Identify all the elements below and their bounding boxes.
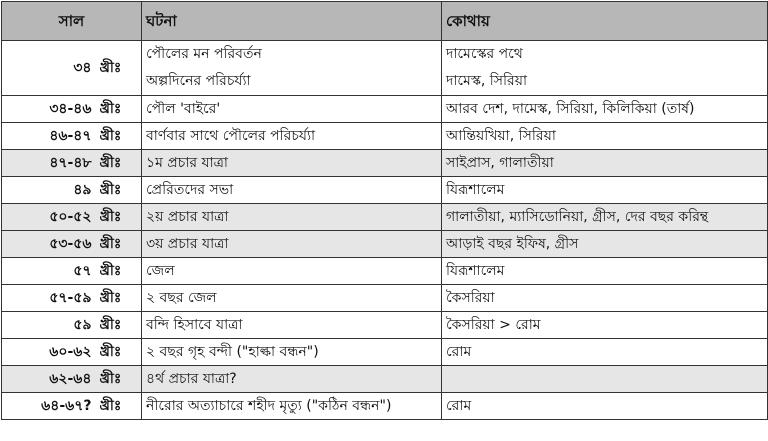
event-cell xyxy=(142,204,442,231)
event-text: ২ বছর জেল xyxy=(146,290,217,306)
table-body xyxy=(2,41,768,420)
era-cell: খ্রীঃ xyxy=(98,339,142,366)
event-cell xyxy=(142,41,442,96)
event-cell xyxy=(142,177,442,204)
year-cell: ৩৪ xyxy=(2,41,98,96)
paul-timeline-table xyxy=(1,1,768,420)
header-year: সাল xyxy=(2,2,142,41)
event-text: প্রেরিতদের সভা xyxy=(146,182,234,198)
event-cell xyxy=(142,123,442,150)
era-cell: খ্রীঃ xyxy=(98,285,142,312)
era-cell: খ্রীঃ xyxy=(98,41,142,96)
event-text: পৌলের মন পরিবর্তন xyxy=(146,46,262,62)
place-cell xyxy=(442,177,768,204)
table-row xyxy=(2,177,768,204)
place-text: গালাতীয়া, ম্যাসিডোনিয়া, গ্রীস, দের বছর করিন্থ xyxy=(446,209,709,225)
year-cell: ৪৬-৪৭ xyxy=(2,123,98,150)
place-cell xyxy=(442,150,768,177)
place-text: দামেস্কের পথে xyxy=(446,46,523,62)
era-cell: খ্রীঃ xyxy=(98,96,142,123)
event-text: নীরোর অত্যাচারে শহীদ মৃত্যু ("কঠিন বন্ধন") xyxy=(146,398,392,414)
event-cell xyxy=(142,96,442,123)
table-row xyxy=(2,41,768,96)
year-cell: ৫৯ xyxy=(2,312,98,339)
era-cell: খ্রীঃ xyxy=(98,312,142,339)
place-cell xyxy=(442,204,768,231)
era-cell: খ্রীঃ xyxy=(98,150,142,177)
era-cell: খ্রীঃ xyxy=(98,258,142,285)
event-cell xyxy=(142,339,442,366)
place-text: রোম xyxy=(446,344,472,360)
event-text: ২য় প্রচার যাত্রা xyxy=(146,209,229,225)
place-text: যিরূশালেম xyxy=(446,263,505,279)
table-row xyxy=(2,285,768,312)
year-cell: ৫৭-৫৯ xyxy=(2,285,98,312)
table-row xyxy=(2,231,768,258)
event-cell xyxy=(142,150,442,177)
table-row xyxy=(2,312,768,339)
event-cell xyxy=(142,231,442,258)
year-cell: ৬৪-৬৭? xyxy=(2,393,98,420)
place-cell xyxy=(442,123,768,150)
event-text: অল্পদিনের পরিচর্য্যা xyxy=(146,73,251,89)
place-cell xyxy=(442,393,768,420)
event-text: ২ বছর গৃহ বন্দী ("হাল্কা বন্ধন") xyxy=(146,344,319,360)
year-cell: ৩৪-৪৬ xyxy=(2,96,98,123)
place-text: সাইপ্রাস, গালাতীয়া xyxy=(446,155,554,171)
year-cell: ৬২-৬৪ xyxy=(2,366,98,393)
year-cell: ৫৭ xyxy=(2,258,98,285)
event-cell xyxy=(142,312,442,339)
place-text: কৈসরিয়া xyxy=(446,290,495,306)
year-cell: ৪৯ xyxy=(2,177,98,204)
era-cell: খ্রীঃ xyxy=(98,204,142,231)
event-cell xyxy=(142,366,442,393)
event-text: ১ম প্রচার যাত্রা xyxy=(146,155,228,171)
event-text: ৩য় প্রচার যাত্রা xyxy=(146,236,229,252)
table-row xyxy=(2,150,768,177)
place-cell xyxy=(442,312,768,339)
header-place: কোথায় xyxy=(442,2,768,41)
place-cell xyxy=(442,231,768,258)
era-cell: খ্রীঃ xyxy=(98,366,142,393)
year-cell: ৫৩-৫৬ xyxy=(2,231,98,258)
table-row xyxy=(2,339,768,366)
event-text: পৌল 'বাইরে' xyxy=(146,101,221,117)
place-cell xyxy=(442,41,768,96)
place-text: আন্তিয়খিয়া, সিরিয়া xyxy=(446,128,556,144)
event-text: বার্ণবার সাথে পৌলের পরিচর্য্যা xyxy=(146,128,316,144)
header-row xyxy=(2,2,768,41)
place-cell xyxy=(442,285,768,312)
event-text: ৪র্থ প্রচার যাত্রা? xyxy=(146,371,237,387)
place-cell xyxy=(442,258,768,285)
place-text: দামেস্ক, সিরিয়া xyxy=(446,73,528,89)
event-cell xyxy=(142,285,442,312)
table-row xyxy=(2,393,768,420)
place-cell xyxy=(442,339,768,366)
event-text: বন্দি হিসাবে যাত্রা xyxy=(146,317,243,333)
year-cell: ৪৭-৪৮ xyxy=(2,150,98,177)
table-row xyxy=(2,96,768,123)
era-cell: খ্রীঃ xyxy=(98,231,142,258)
era-cell: খ্রীঃ xyxy=(98,123,142,150)
place-text: যিরূশালেম xyxy=(446,182,505,198)
event-text: জেল xyxy=(146,263,175,279)
place-cell xyxy=(442,96,768,123)
place-text: আরব দেশ, দামেস্ক, সিরিয়া, কিলিকিয়া (তার্ষ) xyxy=(446,101,695,117)
place-text: কৈসরিয়া > রোম xyxy=(446,317,541,333)
place-text: রোম xyxy=(446,398,472,414)
year-cell: ৫০-৫২ xyxy=(2,204,98,231)
table-row xyxy=(2,258,768,285)
table-row xyxy=(2,204,768,231)
header-event: ঘটনা xyxy=(142,2,442,41)
event-cell xyxy=(142,258,442,285)
place-text: আড়াই বছর ইফিষ, গ্রীস xyxy=(446,236,579,252)
event-cell xyxy=(142,393,442,420)
place-cell xyxy=(442,366,768,393)
era-cell: খ্রীঃ xyxy=(98,177,142,204)
year-cell: ৬০-৬২ xyxy=(2,339,98,366)
table-row xyxy=(2,366,768,393)
table-row xyxy=(2,123,768,150)
era-cell: খ্রীঃ xyxy=(98,393,142,420)
